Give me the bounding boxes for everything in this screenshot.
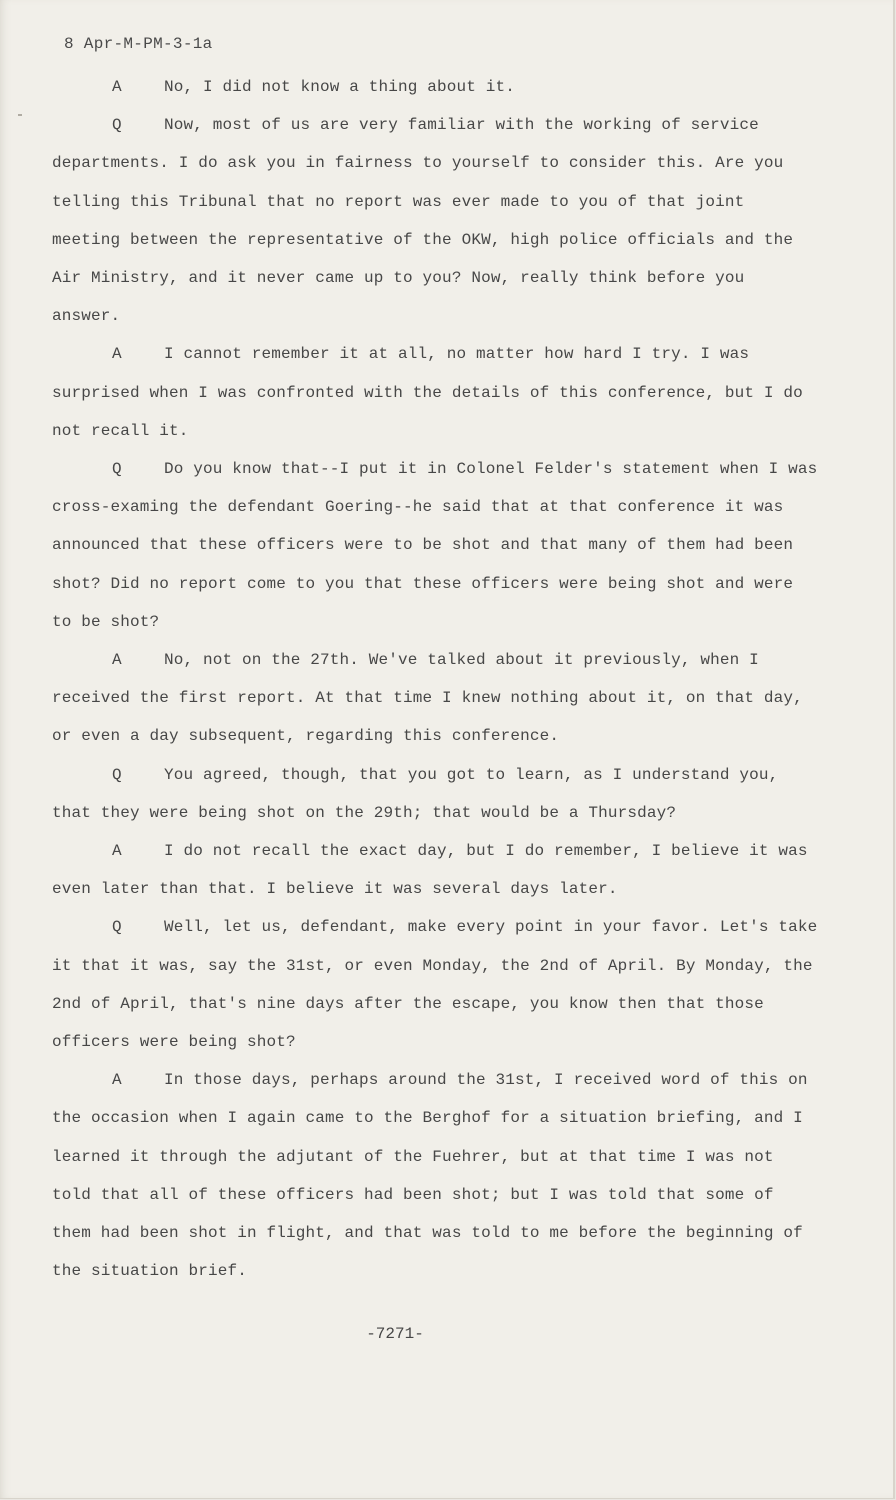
speaker-label: Q: [112, 765, 122, 784]
speaker-label: Q: [112, 918, 122, 937]
paragraph-text: You agreed, though, that you got to learn, as I understand you, that they were being shot on the 29th; that would be a Thursday?: [52, 765, 779, 822]
transcript-paragraph: [52, 335, 822, 450]
speaker-label: Q: [112, 460, 122, 479]
speaker-label: Q: [112, 116, 122, 135]
speaker-label: A: [112, 842, 122, 861]
transcript-paragraph: [52, 1061, 822, 1290]
speaker-label: A: [112, 78, 122, 96]
speaker-label: A: [112, 345, 122, 364]
paragraph-text: Well, let us, defendant, make every point in your favor. Let's take it that it was, say the 31st, or even Monday, the 2nd of April. By Monday, the 2nd of April, that's nine days after the escape, you know then that those officers were being shot?: [52, 918, 818, 1052]
margin-mark: [18, 114, 22, 116]
transcript-paragraph: [52, 106, 822, 335]
transcript-paragraph: [52, 641, 822, 756]
paragraph-text: No, not on the 27th. We've talked about it previously, when I received the first report. At that time I knew nothing about it, on that day, or even a day subsequent, regarding this conference.: [52, 651, 803, 746]
transcript-paragraph: [52, 68, 822, 106]
paragraph-text: In those days, perhaps around the 31st, I received word of this on the occasion when I again came to the Berghof for a situation briefing, and I learned it through the adjutant of the Fuehrer, but at that time I was not told that all of these officers had been shot; but I was told that some of them had been shot in flight, and that was told to me before the beginning of the situation brief.: [52, 1071, 808, 1281]
transcript-paragraph: [52, 832, 822, 908]
transcript-paragraph: [52, 908, 822, 1061]
speaker-label: A: [112, 1071, 122, 1090]
paragraph-text: I do not recall the exact day, but I do remember, I believe it was even later than that. I believe it was several days later.: [52, 842, 808, 899]
paragraph-text: Now, most of us are very familiar with the working of service departments. I do ask you in fairness to yourself to consider this. Are you telling this Tribunal that no report was ever made to you of that joint meeting between the representative of the OKW, high police officials and the Air Ministry, and it never came up to you? Now, really think before you answer.: [52, 116, 794, 326]
paragraph-text: Do you know that--I put it in Colonel Felder's statement when I was cross-examing the defendant Goering--he said that at that conference it was announced that these officers were to be shot and that many of them had been shot? Did no report come to you that these officers were being shot and were to be shot?: [52, 460, 818, 631]
transcript-paragraph: [52, 450, 822, 641]
paragraph-text: No, I did not know a thing about it.: [164, 78, 516, 96]
transcript-paragraph: [52, 756, 822, 832]
transcript-body: [52, 68, 822, 1291]
page-number: -7271-: [366, 1325, 424, 1343]
speaker-label: A: [112, 651, 122, 670]
document-header-id: 8 Apr-M-PM-3-1a: [64, 35, 213, 53]
paragraph-text: I cannot remember it at all, no matter how hard I try. I was surprised when I was confronted with the details of this conference, but I do not recall it.: [52, 345, 803, 440]
